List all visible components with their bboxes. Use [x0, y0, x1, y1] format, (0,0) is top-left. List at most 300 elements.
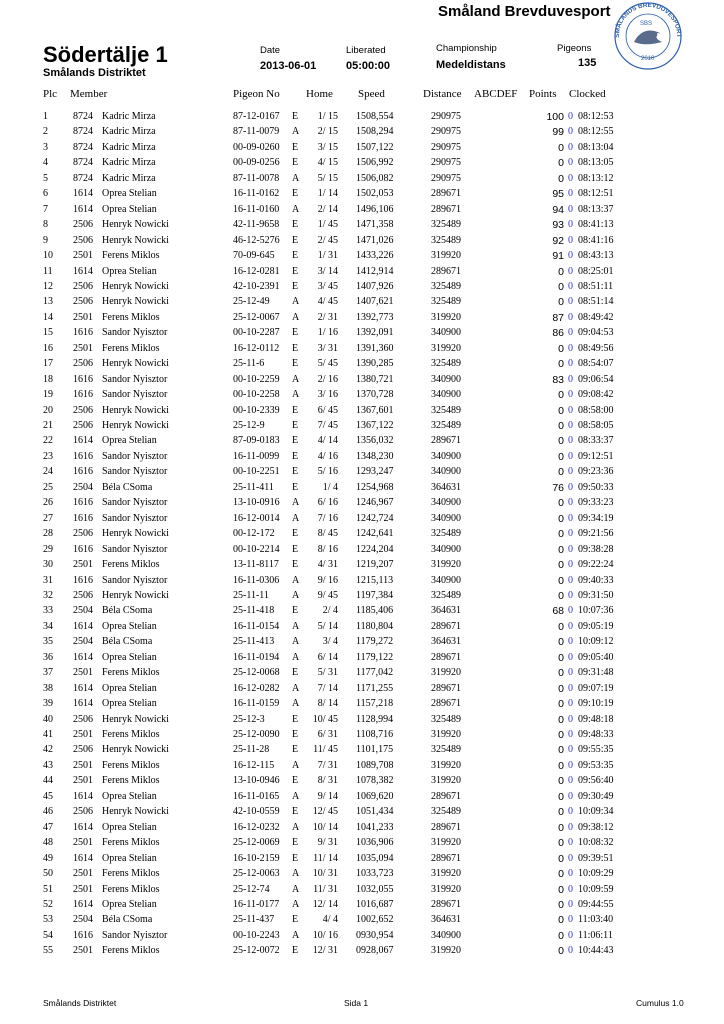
sex-cell: E	[292, 914, 299, 926]
points-cell: 0	[558, 157, 564, 170]
member-name-cell: Sandor Nyisztor	[102, 929, 168, 941]
speed-cell: 1224,204	[356, 543, 394, 555]
abcdef-flag-cell: 0	[568, 667, 573, 679]
member-id-cell: 1614	[73, 852, 93, 864]
member-name-cell: Sandor Nyisztor	[102, 543, 168, 555]
pigeon-number-cell: 87-12-0167	[233, 111, 280, 122]
place-cell: 5	[43, 172, 48, 184]
home-position-cell: 9/ 31	[317, 837, 338, 849]
abcdef-flag-cell: 0	[568, 234, 573, 246]
member-name-cell: Ferens Miklos	[102, 883, 160, 895]
speed-cell: 1177,042	[356, 667, 394, 679]
speed-cell: 1128,994	[356, 713, 394, 725]
home-position-cell: 4/ 45	[317, 296, 338, 308]
pigeon-number-cell: 25-11-437	[233, 914, 275, 926]
home-position-cell: 1/ 31	[317, 250, 338, 262]
clocked-cell: 09:04:53	[578, 327, 614, 339]
pigeon-number-cell: 16-11-0160	[233, 203, 280, 215]
home-position-cell: 6/ 16	[317, 497, 338, 509]
speed-cell: 1496,106	[356, 203, 394, 215]
home-position-cell: 11/ 45	[313, 744, 338, 756]
speed-cell: 1242,724	[356, 512, 394, 524]
home-position-cell: 3/ 16	[317, 389, 338, 401]
table-row	[0, 173, 724, 188]
home-position-cell: 2/ 15	[317, 126, 338, 138]
clocked-cell: 09:55:35	[578, 744, 614, 756]
member-name-cell: Henryk Nowicki	[102, 713, 169, 725]
member-id-cell: 2504	[73, 605, 93, 617]
points-cell: 0	[558, 667, 564, 680]
home-position-cell: 3/ 15	[317, 141, 338, 153]
points-cell: 0	[558, 450, 564, 463]
distance-cell: 289671	[431, 898, 461, 910]
distance-cell: 340900	[431, 327, 461, 339]
race-title: Södertälje 1	[43, 42, 168, 67]
member-name-cell: Ferens Miklos	[102, 945, 160, 957]
sex-cell: E	[292, 157, 299, 169]
clocked-cell: 08:58:00	[578, 404, 614, 416]
clocked-cell: 08:33:37	[578, 435, 614, 447]
table-row	[0, 296, 724, 311]
clocked-cell: 10:44:43	[578, 945, 614, 957]
pigeon-number-cell: 16-11-0306	[233, 574, 280, 586]
member-id-cell: 2501	[73, 775, 93, 787]
points-cell: 0	[558, 821, 564, 834]
points-cell: 0	[558, 914, 564, 927]
sex-cell: E	[292, 450, 299, 462]
member-name-cell: Oprea Stelian	[102, 682, 157, 694]
member-name-cell: Ferens Miklos	[102, 868, 160, 880]
distance-cell: 364631	[431, 481, 461, 493]
sex-cell: A	[292, 574, 300, 586]
distance-cell: 319920	[431, 729, 461, 740]
pigeons-label: Pigeons	[557, 43, 592, 54]
pigeon-number-cell: 42-11-9658	[233, 219, 280, 231]
place-cell: 23	[43, 450, 53, 462]
place-cell: 17	[43, 358, 53, 370]
home-position-cell: 4/ 14	[317, 435, 338, 447]
points-cell: 0	[558, 559, 564, 572]
abcdef-flag-cell: 0	[568, 651, 573, 663]
table-row	[0, 652, 724, 667]
place-cell: 39	[43, 698, 53, 710]
member-name-cell: Henryk Nowicki	[102, 589, 169, 601]
points-cell: 76	[552, 481, 564, 494]
member-name-cell: Henryk Nowicki	[102, 744, 169, 756]
member-id-cell: 1614	[73, 651, 93, 663]
distance-cell: 289671	[431, 620, 461, 632]
table-row	[0, 914, 724, 929]
table-row	[0, 559, 724, 574]
place-cell: 48	[43, 837, 53, 849]
sex-cell: E	[292, 327, 299, 339]
speed-cell: 1002,652	[356, 914, 394, 926]
table-row	[0, 621, 724, 636]
member-id-cell: 1616	[73, 389, 93, 401]
home-position-cell: 12/ 14	[312, 898, 338, 910]
points-cell: 93	[552, 219, 564, 232]
table-row	[0, 590, 724, 605]
points-cell: 0	[558, 868, 564, 881]
table-row	[0, 497, 724, 512]
pigeon-number-cell: 25-12-0072	[233, 945, 280, 957]
table-row	[0, 822, 724, 837]
sex-cell: E	[292, 744, 299, 756]
place-cell: 43	[43, 759, 53, 771]
member-id-cell: 2506	[73, 806, 93, 818]
points-cell: 68	[552, 605, 564, 618]
table-row	[0, 358, 724, 373]
pigeon-number-cell: 00-10-2287	[233, 327, 280, 339]
points-cell: 0	[558, 929, 564, 942]
distance-cell: 325489	[431, 713, 461, 725]
distance-cell: 289671	[431, 852, 461, 864]
home-position-cell: 8/ 16	[317, 543, 338, 555]
sex-cell: E	[292, 466, 299, 478]
clocked-cell: 09:21:56	[578, 528, 614, 540]
speed-cell: 1506,992	[356, 157, 394, 169]
points-cell: 0	[558, 466, 564, 479]
abcdef-flag-cell: 0	[568, 528, 573, 540]
table-row	[0, 126, 724, 141]
home-position-cell: 9/ 14	[317, 790, 338, 802]
place-cell: 33	[43, 605, 53, 617]
member-id-cell: 2506	[73, 744, 93, 756]
abcdef-flag-cell: 0	[568, 219, 573, 231]
col-abcdef: ABCDEF	[474, 88, 518, 100]
sex-cell: E	[292, 234, 299, 246]
pigeon-number-cell: 25-11-11	[233, 589, 269, 601]
member-name-cell: Kadric Mirza	[102, 111, 156, 122]
speed-cell: 1032,055	[356, 883, 394, 895]
member-id-cell: 1614	[73, 203, 93, 215]
distance-cell: 325489	[431, 219, 461, 231]
abcdef-flag-cell: 0	[568, 172, 573, 184]
distance-cell: 325489	[431, 296, 461, 308]
speed-cell: 1179,122	[356, 651, 394, 663]
member-id-cell: 2506	[73, 219, 93, 231]
speed-cell: 1412,914	[356, 265, 394, 277]
abcdef-flag-cell: 0	[568, 682, 573, 694]
table-row	[0, 312, 724, 327]
points-cell: 0	[558, 898, 564, 911]
clocked-cell: 11:03:40	[578, 914, 614, 926]
clocked-cell: 09:05:40	[578, 651, 614, 663]
points-cell: 0	[558, 945, 564, 958]
table-row	[0, 667, 724, 682]
member-id-cell: 2506	[73, 358, 93, 370]
speed-cell: 1101,175	[356, 744, 394, 756]
table-row	[0, 513, 724, 528]
place-cell: 21	[43, 420, 53, 431]
clocked-cell: 09:39:51	[578, 852, 614, 864]
clocked-cell: 09:38:12	[578, 821, 614, 833]
distance-cell: 290975	[431, 126, 461, 138]
pigeon-number-cell: 16-12-0281	[233, 265, 280, 277]
speed-cell: 1180,804	[356, 620, 394, 632]
sex-cell: A	[292, 898, 300, 910]
speed-cell: 1051,434	[356, 806, 394, 818]
home-position-cell: 4/ 4	[322, 914, 338, 926]
home-position-cell: 11/ 31	[313, 883, 338, 895]
home-position-cell: 5/ 31	[317, 667, 338, 679]
member-id-cell: 2501	[73, 311, 93, 323]
clocked-cell: 09:22:24	[578, 559, 614, 571]
pigeon-number-cell: 25-12-0067	[233, 311, 280, 323]
pigeon-number-cell: 16-12-0112	[233, 342, 280, 354]
home-position-cell: 7/ 14	[317, 682, 338, 694]
pigeon-number-cell: 16-10-2159	[233, 852, 280, 864]
speed-cell: 1508,294	[356, 126, 394, 138]
pigeon-number-cell: 25-12-0068	[233, 667, 280, 679]
points-cell: 87	[552, 311, 564, 324]
table-row	[0, 837, 724, 852]
points-cell: 0	[558, 265, 564, 278]
points-cell: 0	[558, 636, 564, 649]
distance-cell: 340900	[431, 497, 461, 509]
home-position-cell: 6/ 45	[317, 404, 338, 416]
member-id-cell: 1616	[73, 327, 93, 339]
place-cell: 6	[43, 188, 48, 200]
place-cell: 18	[43, 373, 53, 385]
sex-cell: E	[292, 837, 299, 849]
home-position-cell: 8/ 31	[317, 775, 338, 787]
distance-cell: 290975	[431, 172, 461, 184]
member-name-cell: Sandor Nyisztor	[102, 450, 168, 462]
table-row	[0, 235, 724, 250]
member-id-cell: 1616	[73, 466, 93, 478]
pigeon-number-cell: 00-09-0256	[233, 157, 280, 169]
clocked-cell: 09:07:19	[578, 682, 614, 694]
member-id-cell: 2504	[73, 914, 93, 926]
pigeon-number-cell: 16-11-0162	[233, 188, 280, 200]
sex-cell: E	[292, 945, 299, 957]
table-row	[0, 204, 724, 219]
distance-cell: 319920	[431, 559, 461, 571]
points-cell: 0	[558, 296, 564, 309]
speed-cell: 1506,082	[356, 172, 394, 184]
home-position-cell: 7/ 16	[317, 512, 338, 524]
points-cell: 0	[558, 420, 564, 432]
member-id-cell: 2501	[73, 883, 93, 895]
clocked-cell: 09:34:19	[578, 512, 614, 524]
place-cell: 7	[43, 203, 48, 215]
member-name-cell: Sandor Nyisztor	[102, 512, 168, 524]
points-cell: 99	[552, 126, 564, 139]
place-cell: 50	[43, 868, 53, 880]
member-id-cell: 8724	[73, 172, 93, 184]
sex-cell: A	[292, 126, 300, 138]
member-name-cell: Ferens Miklos	[102, 311, 160, 323]
speed-cell: 1471,026	[356, 234, 394, 246]
abcdef-flag-cell: 0	[568, 806, 573, 818]
home-position-cell: 2/ 31	[317, 311, 338, 323]
member-id-cell: 2501	[73, 559, 93, 571]
speed-cell: 0928,067	[356, 945, 394, 957]
distance-cell: 325489	[431, 234, 461, 246]
clocked-cell: 08:51:11	[578, 280, 614, 292]
sex-cell: E	[292, 528, 299, 540]
abcdef-flag-cell: 0	[568, 342, 573, 354]
clocked-cell: 08:49:42	[578, 311, 614, 323]
home-position-cell: 9/ 45	[317, 589, 338, 601]
home-position-cell: 1/ 14	[317, 188, 338, 200]
abcdef-flag-cell: 0	[568, 698, 573, 710]
place-cell: 38	[43, 682, 53, 694]
clocked-cell: 09:38:28	[578, 543, 614, 555]
place-cell: 13	[43, 296, 53, 308]
clocked-cell: 09:12:51	[578, 450, 614, 462]
col-plc: Plc	[43, 88, 58, 100]
pigeon-number-cell: 00-12-172	[233, 528, 275, 540]
pigeon-number-cell: 70-09-645	[233, 250, 275, 262]
distance-cell: 289671	[431, 265, 461, 277]
pigeon-number-cell: 16-11-0194	[233, 651, 280, 663]
pigeon-number-cell: 87-11-0079	[233, 126, 280, 138]
place-cell: 11	[43, 265, 53, 277]
abcdef-flag-cell: 0	[568, 790, 573, 802]
clocked-cell: 09:53:35	[578, 759, 614, 771]
member-name-cell: Sandor Nyisztor	[102, 373, 168, 385]
clocked-cell: 08:51:14	[578, 296, 614, 308]
home-position-cell: 10/ 14	[312, 821, 338, 833]
member-name-cell: Béla CSoma	[102, 481, 153, 493]
table-row	[0, 683, 724, 698]
member-id-cell: 1614	[73, 790, 93, 802]
member-id-cell: 2506	[73, 528, 93, 540]
place-cell: 2	[43, 126, 48, 138]
abcdef-flag-cell: 0	[568, 589, 573, 601]
speed-cell: 1390,285	[356, 358, 394, 370]
distance-cell: 364631	[431, 914, 461, 926]
home-position-cell: 1/ 4	[322, 481, 338, 493]
table-row	[0, 744, 724, 759]
speed-cell: 1380,721	[356, 373, 394, 385]
table-row	[0, 111, 724, 126]
place-cell: 54	[43, 929, 53, 941]
pigeon-number-cell: 42-10-2391	[233, 280, 280, 292]
home-position-cell: 11/ 14	[313, 852, 338, 864]
abcdef-flag-cell: 0	[568, 883, 573, 895]
sex-cell: E	[292, 141, 299, 153]
clocked-cell: 10:07:36	[578, 605, 614, 617]
abcdef-flag-cell: 0	[568, 141, 573, 153]
member-id-cell: 2501	[73, 868, 93, 880]
speed-cell: 1254,968	[356, 481, 394, 493]
points-cell: 0	[558, 389, 564, 402]
member-id-cell: 8724	[73, 126, 93, 138]
member-name-cell: Béla CSoma	[102, 914, 153, 926]
col-member: Member	[70, 88, 108, 100]
member-name-cell: Oprea Stelian	[102, 435, 157, 447]
pigeon-number-cell: 16-11-0165	[233, 790, 280, 802]
member-id-cell: 2501	[73, 729, 93, 740]
abcdef-flag-cell: 0	[568, 358, 573, 370]
member-id-cell: 1616	[73, 574, 93, 586]
member-id-cell: 2506	[73, 404, 93, 416]
home-position-cell: 3/ 14	[317, 265, 338, 277]
points-cell: 0	[558, 713, 564, 726]
abcdef-flag-cell: 0	[568, 188, 573, 200]
distance-cell: 340900	[431, 543, 461, 555]
table-row	[0, 250, 724, 265]
speed-cell: 1407,926	[356, 280, 394, 292]
clocked-cell: 08:54:07	[578, 358, 614, 370]
clocked-cell: 09:06:54	[578, 373, 614, 385]
points-cell: 0	[558, 404, 564, 417]
sex-cell: E	[292, 605, 299, 617]
clocked-cell: 08:13:37	[578, 203, 614, 215]
pigeon-number-cell: 00-10-2259	[233, 373, 280, 385]
abcdef-flag-cell: 0	[568, 450, 573, 462]
pigeon-number-cell: 25-12-74	[233, 883, 270, 895]
member-name-cell: Béla CSoma	[102, 605, 153, 617]
member-id-cell: 1614	[73, 682, 93, 694]
logo-year: 2010	[641, 56, 655, 62]
distance-cell: 325489	[431, 404, 461, 416]
distance-cell: 289671	[431, 188, 461, 200]
distance-cell: 289671	[431, 203, 461, 215]
distance-cell: 319920	[431, 868, 461, 880]
points-cell: 0	[558, 497, 564, 510]
distance-cell: 289671	[431, 821, 461, 833]
distance-cell: 319920	[431, 759, 461, 771]
sex-cell: A	[292, 883, 300, 895]
member-name-cell: Oprea Stelian	[102, 790, 157, 802]
pigeon-number-cell: 00-09-0260	[233, 141, 280, 153]
home-position-cell: 6/ 14	[317, 651, 338, 663]
abcdef-flag-cell: 0	[568, 466, 573, 478]
sex-cell: E	[292, 559, 299, 571]
table-row	[0, 188, 724, 203]
member-id-cell: 1616	[73, 450, 93, 462]
pigeon-number-cell: 25-11-411	[233, 481, 274, 493]
place-cell: 35	[43, 636, 53, 648]
place-cell: 25	[43, 481, 53, 493]
abcdef-flag-cell: 0	[568, 250, 573, 262]
sex-cell: E	[292, 404, 299, 416]
clocked-cell: 08:58:05	[578, 420, 614, 431]
sex-cell: E	[292, 250, 299, 262]
home-position-cell: 3/ 31	[317, 342, 338, 354]
distance-cell: 319920	[431, 311, 461, 323]
clocked-cell: 09:23:36	[578, 466, 614, 478]
abcdef-flag-cell: 0	[568, 389, 573, 401]
table-row	[0, 899, 724, 914]
speed-cell: 1502,053	[356, 188, 394, 200]
clocked-cell: 08:12:51	[578, 188, 614, 200]
place-cell: 28	[43, 528, 53, 540]
clocked-cell: 08:25:01	[578, 265, 614, 277]
table-row	[0, 806, 724, 821]
table-row	[0, 544, 724, 559]
logo-abbreviation: SBS	[640, 21, 653, 27]
member-name-cell: Sandor Nyisztor	[102, 389, 168, 401]
member-name-cell: Oprea Stelian	[102, 852, 157, 864]
pigeon-number-cell: 16-12-115	[233, 759, 275, 771]
place-cell: 30	[43, 559, 53, 571]
distance-cell: 319920	[431, 945, 461, 957]
member-id-cell: 8724	[73, 111, 93, 122]
place-cell: 20	[43, 404, 53, 416]
footer-software: Cumulus 1.0	[636, 998, 684, 1008]
points-cell: 0	[558, 806, 564, 819]
speed-cell: 1407,621	[356, 296, 394, 308]
place-cell: 41	[43, 729, 53, 740]
member-name-cell: Henryk Nowicki	[102, 234, 169, 246]
table-row	[0, 884, 724, 899]
table-row	[0, 420, 724, 435]
